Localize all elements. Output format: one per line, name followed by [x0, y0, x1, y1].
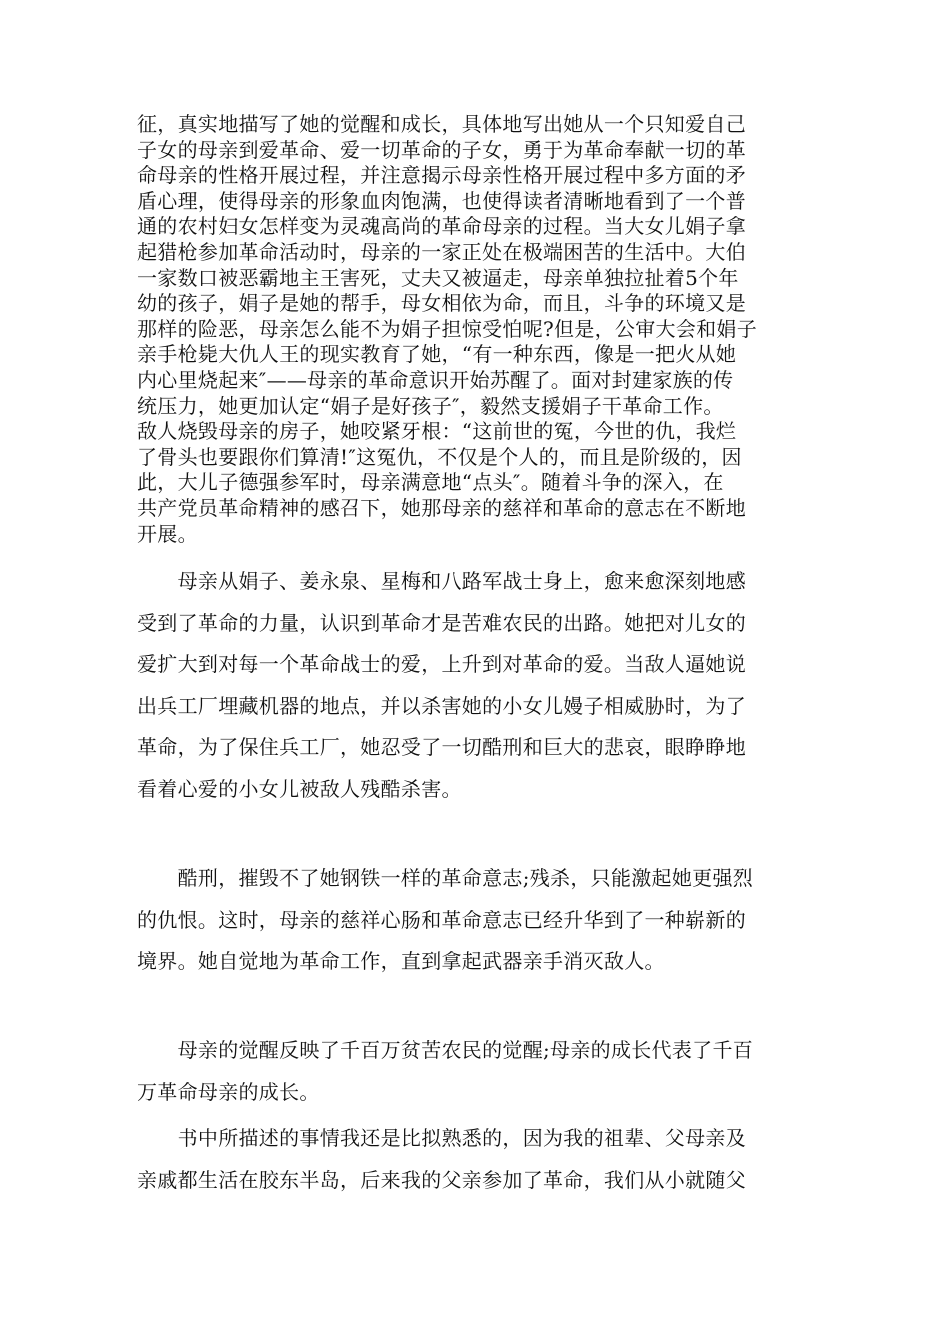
paragraph-mother-awakening: [137, 112, 827, 547]
text-line: 共产党员革命精神的感召下，她那母亲的慈祥和革命的意志在不断地: [137, 495, 746, 520]
text-line: 了骨头也要跟你们算清!″这冤仇，不仅是个人的，而且是阶级的，因: [137, 444, 742, 469]
text-line: 此，大儿子德强参军时，母亲满意地“点头″。随着斗争的深入，在: [137, 470, 724, 495]
text-line: 内心里烧起来″——母亲的革命意识开始苏醒了。面对封建家族的传: [137, 367, 734, 392]
text-line: 酷刑，摧毁不了她钢铁一样的革命意志;残杀，只能激起她更强烈: [137, 866, 754, 890]
text-line: 子女的母亲到爱革命、爱一切革命的子女，勇于为革命奉献一切的革: [137, 137, 746, 162]
text-line: 亲戚都生活在胶东半岛，后来我的父亲参加了革命，我们从小就随父: [137, 1167, 746, 1192]
text-line: 万革命母亲的成长。: [137, 1079, 320, 1104]
text-line: 一家数口被恶霸地主王害死，丈夫又被逼走，母亲单独拉扯着5个年: [137, 265, 739, 290]
text-line: 幼的孩子，娟子是她的帮手，母女相依为命，而且，斗争的环境又是: [137, 291, 746, 316]
paragraph-iron-will: [137, 858, 837, 983]
text-line: 统压力，她更加认定“娟子是好孩子″，毅然支援娟子干革命工作。: [137, 393, 724, 418]
paragraph-awakening-summary: [137, 1030, 837, 1113]
text-line: 母亲的觉醒反映了千百万贫苦农民的觉醒;母亲的成长代表了千百: [137, 1038, 754, 1062]
text-line: 境界。她自觉地为革命工作，直到拿起武器亲手消灭敌人。: [137, 949, 665, 973]
text-line: 的仇恨。这时，母亲的慈祥心肠和革命意志已经升华到了一种崭新的: [137, 907, 746, 932]
text-line: 征，真实地描写了她的觉醒和成长，具体地写出她从一个只知爱自己: [137, 112, 746, 136]
text-line: 通的农村妇女怎样变为灵魂高尚的革命母亲的过程。当大女儿娟子拿: [137, 214, 746, 239]
text-line: 敌人烧毁母亲的房子，她咬紧牙根：“这前世的冤，今世的仇，我烂: [137, 419, 737, 444]
text-line: 亲手枪毙大仇人王的现实教育了她，“有一种东西，像是一把火从她: [137, 342, 737, 367]
text-line: 出兵工厂埋藏机器的地点，并以杀害她的小女儿嫚子相威胁时，为了: [137, 693, 746, 718]
text-line: 那样的险恶，母亲怎么能不为娟子担惊受怕呢?但是，公审大会和娟子: [137, 316, 758, 341]
text-line: 母亲从娟子、姜永泉、星梅和八路军战士身上，愈来愈深刻地感: [137, 569, 746, 593]
paragraph-revolution-power: [137, 561, 837, 810]
text-line: 爱扩大到对每一个革命战士的爱，上升到对革命的爱。当敌人逼她说: [137, 652, 746, 676]
text-line: 书中所描述的事情我还是比拟熟悉的，因为我的祖辈、父母亲及: [137, 1126, 746, 1150]
text-line: 看着心爱的小女儿被敌人残酷杀害。: [137, 776, 462, 801]
text-line: 开展。: [137, 521, 198, 546]
text-line: 革命，为了保住兵工厂，她忍受了一切酷刑和巨大的悲哀，眼睁睁地: [137, 735, 746, 759]
text-line: 起猎枪参加革命活动时，母亲的一家正处在极端困苦的生活中。大伯: [137, 239, 746, 264]
text-line: 命母亲的性格开展过程，并注意揭示母亲性格开展过程中多方面的矛: [137, 163, 746, 188]
text-line: 受到了革命的力量，认识到革命才是苦难农民的出路。她把对儿女的: [137, 610, 746, 635]
paragraph-personal-connection: [137, 1118, 837, 1201]
text-line: 盾心理，使得母亲的形象血肉饱满，也使得读者清晰地看到了一个普: [137, 188, 746, 213]
